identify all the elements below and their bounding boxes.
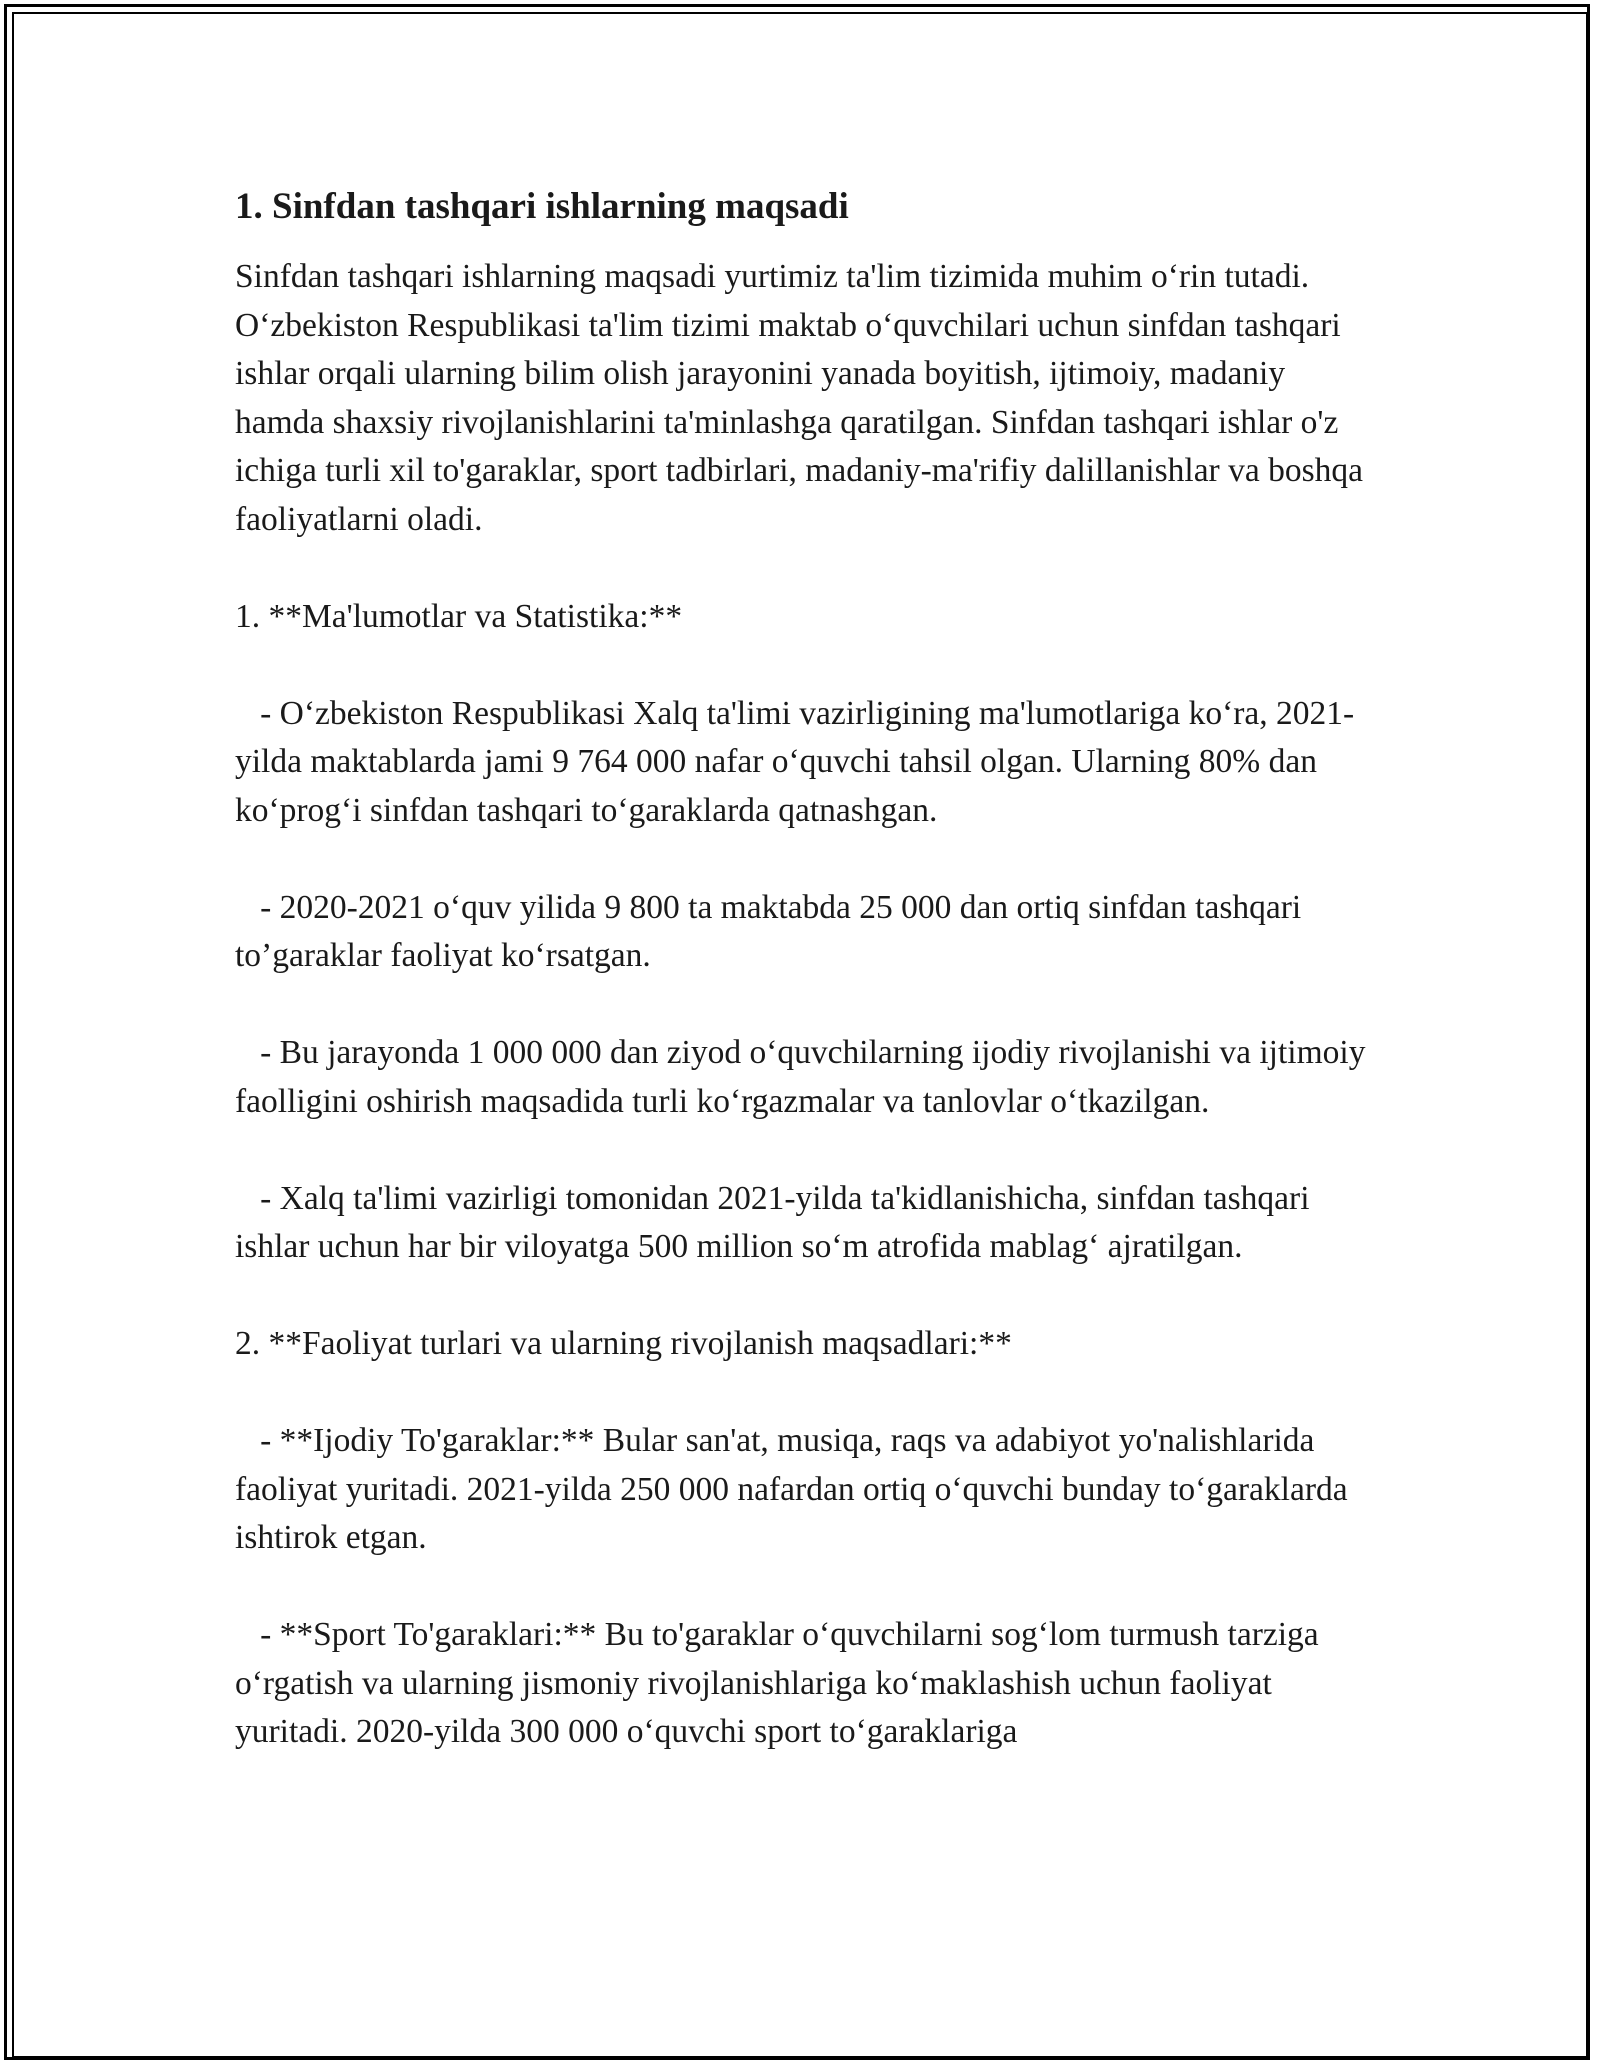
bullet-sport-clubs: - **Sport To'garaklari:** Bu to'garaklar o‘quvchilarni sog‘lom turmush tarziga o‘rgatish va ularning jismoniy rivojlanishlariga ko‘maklashish uchun faoliyat yuritadi. 2020-yilda 300 000 o‘quvchi sport to‘garaklariga [235, 1616, 1328, 1750]
bullet-statistics-students: - O‘zbekiston Respublikasi Xalq ta'limi vazirligining ma'lumotlariga ko‘ra, 2021-yilda maktablarda jami 9 764 000 nafar o‘quvchi tahsil olgan. Ularning 80% dan ko‘prog‘i sinfdan tashqari to‘garaklarda qatnashgan. [235, 694, 1355, 829]
document-title: 1. Sinfdan tashqari ishlarning maqsadi [235, 186, 849, 227]
section-1-heading: 1. **Ma'lumotlar va Statistika:** [235, 597, 683, 635]
bullet-statistics-exhibitions: - Bu jarayonda 1 000 000 dan ziyod o‘quvchilarning ijodiy rivojlanishi va ijtimoiy faolligini oshirish maqsadida turli ko‘rgazmalar va tanlovlar o‘tkazilgan. [235, 1034, 1374, 1120]
intro-paragraph: Sinfdan tashqari ishlarning maqsadi yurtimiz ta'lim tizimida muhim o‘rin tutadi. O‘zbekiston Respublikasi ta'lim tizimi maktab o‘quvchilari uchun sinfdan tashqari ishlar orqali ularning bilim olish jarayonini yanada boyitish, ijtimoiy, madaniy hamda shaxsiy rivojlanishlarini ta'minlashga qaratilgan. Sinfdan tashqari ishlar o'z ichiga turli xil to'garaklar, sport tadbirlari, madaniy-ma'rifiy dalillanishlar va boshqa faoliyatlarni oladi. [235, 258, 1372, 538]
bullet-statistics-schools: - 2020-2021 o‘quv yilida 9 800 ta maktabda 25 000 dan ortiq sinfdan tashqari to’garaklar faoliyat ko‘rsatgan. [235, 888, 1310, 974]
document-body [235, 183, 1380, 1757]
section-2-heading: 2. **Faoliyat turlari va ularning rivojlanish maqsadlari:** [235, 1325, 1012, 1362]
bullet-statistics-funding: - Xalq ta'limi vazirligi tomonidan 2021-yilda ta'kidlanishicha, sinfdan tashqari ishlar uchun har bir viloyatga 500 million so‘m atrofida mablag‘ ajratilgan. [235, 1179, 1318, 1265]
bullet-creative-clubs: - **Ijodiy To'garaklar:** Bular san'at, musiqa, raqs va adabiyot yo'nalishlarida faoliyat yuritadi. 2021-yilda 250 000 nafardan ortiq o‘quvchi bunday to‘garaklarda ishtirok etgan. [235, 1422, 1356, 1556]
